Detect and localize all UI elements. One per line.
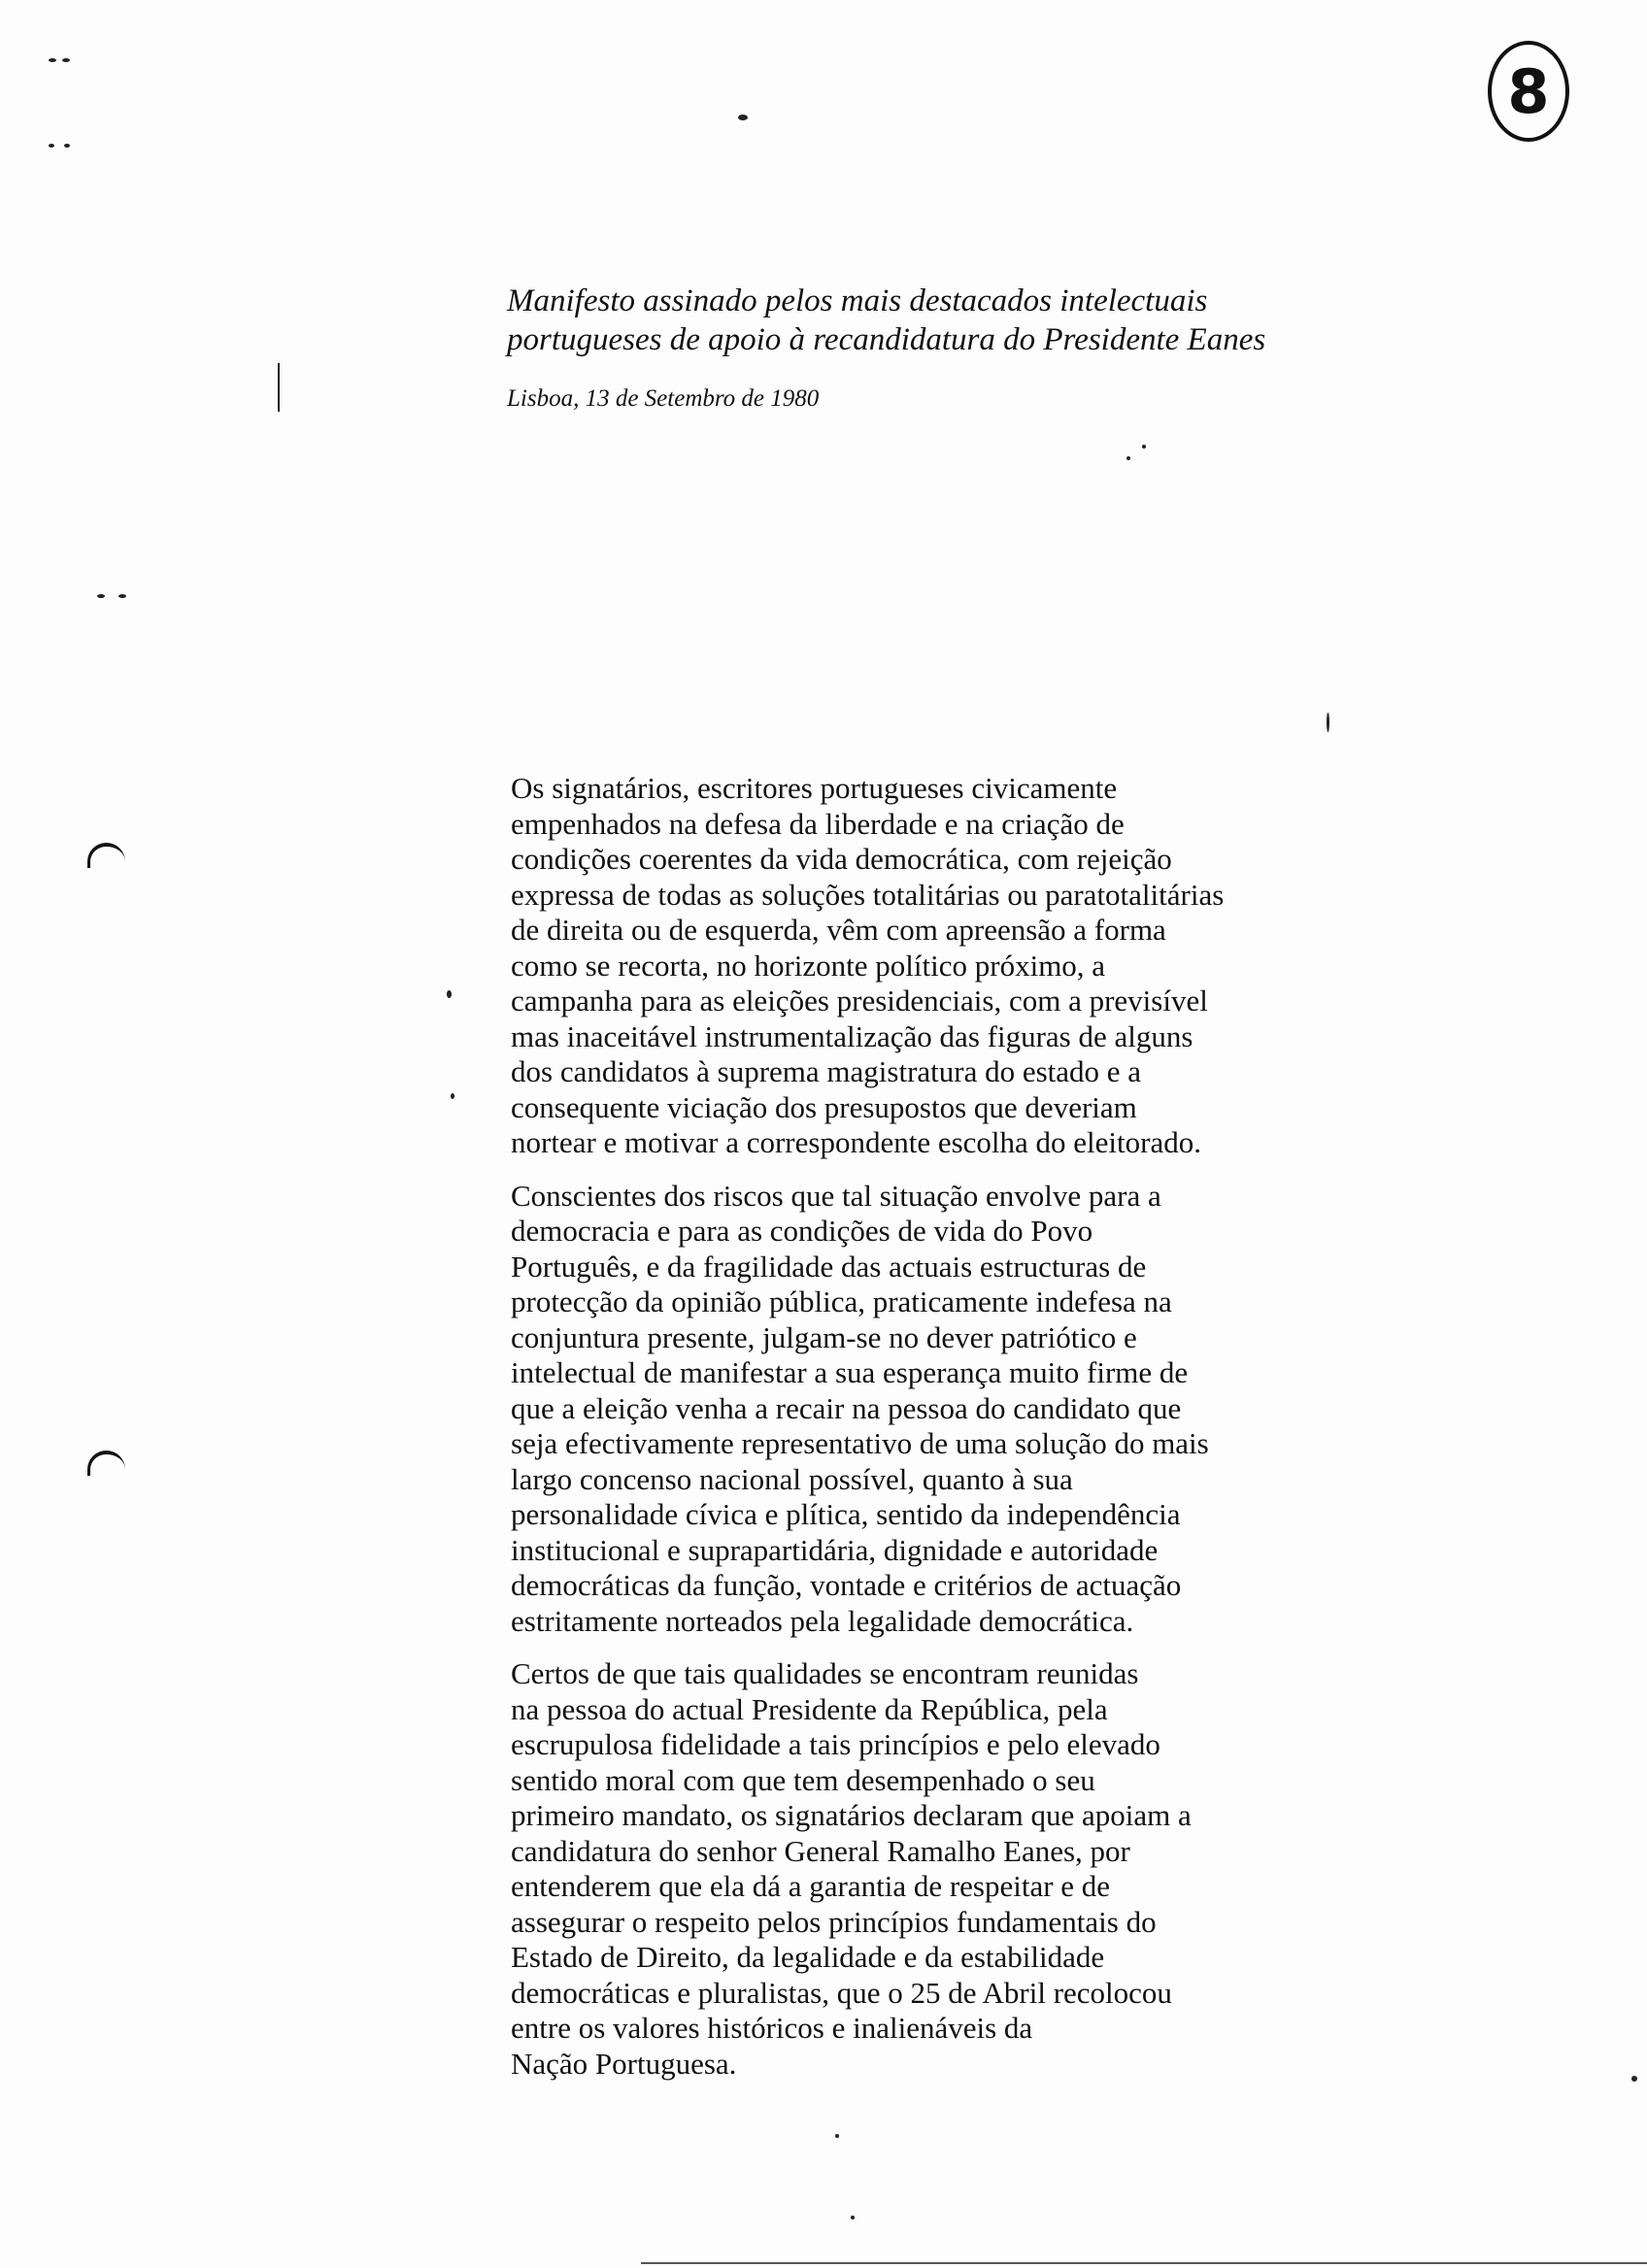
scan-speck <box>851 2216 855 2219</box>
paragraph-2: Conscientes dos riscos que tal situação envolve para a democracia e para as condições de vida do Povo Português, e da fragilidade das actuais estructuras de protecção da opinião pública, praticamente indefesa na conjuntura presente, julgam-se no dever patriótico e intelectual de manifestar a sua esperança muito firme de que a eleição venha a recair na pessoa do candidato que seja efectivamente representativo de uma solução do mais largo concenso nacional possível, quanto à sua personalidade cívica e plítica, sentido da independência institucional e suprapartidária, dignidade e autoridade democráticas da função, vontade e critérios de actuação estritamente norteados pela legalidade democrática. <box>511 1178 1209 1638</box>
document-header <box>507 282 1381 414</box>
circled-page-number <box>1488 41 1569 142</box>
scan-speck <box>1631 2076 1637 2082</box>
scan-arc-mark <box>87 1451 125 1476</box>
scan-speck <box>835 2134 839 2138</box>
scan-speck <box>49 58 56 62</box>
title-line-1: Manifesto assinado pelos mais destacados intelectuais <box>507 284 1208 318</box>
paragraph-3: Certos de que tais qualidades se encontram reunidas na pessoa do actual Presidente da República, pela escrupulosa fidelidade a tais princípios e pelo elevado sentido moral com que tem desempenhado o seu primeiro mandato, os signatários declaram que apoiam a candidatura do senhor General Ramalho Eanes, por entenderem que ela dá a garantia de respeitar e de assegurar o respeito pelos princípios fundamentais do Estado de Direito, da legalidade e da estabilidade democráticas e pluralistas, que o 25 de Abril recolocou entre os valores históricos e inalienáveis da Nação Portuguesa. <box>511 1656 1192 2081</box>
scan-speck <box>447 990 452 998</box>
scan-speck <box>118 594 126 598</box>
page-number-text: 8 <box>1507 55 1550 127</box>
scan-speck <box>451 1093 454 1099</box>
scan-speck <box>738 115 748 120</box>
title-line-2: portugueses de apoio à recandidatura do Presidente Eanes <box>507 322 1266 357</box>
document-title <box>507 282 1381 359</box>
scan-speck <box>1142 445 1146 449</box>
scan-speck <box>278 363 280 412</box>
scan-speck <box>1126 456 1130 460</box>
scan-speck <box>1327 713 1329 732</box>
scan-speck <box>64 144 70 148</box>
scan-arc-mark <box>87 843 125 868</box>
paragraph-1: Os signatários, escritores portugueses civicamente empenhados na defesa da liberdade e na criação de condições coerentes da vida democrática, com rejeição expressa de todas as soluções totalitárias ou paratotalitárias de direita ou de esquerda, vêm com apreensão a forma como se recorta, no horizonte político próximo, a campanha para as eleições presidenciais, com a previsível mas inaceitável instrumentalização das figuras de alguns dos candidatos à suprema magistratura do estado e a consequente viciação dos presupostos que deveriam nortear e motivar a correspondente escolha do eleitorado. <box>511 771 1225 1159</box>
document-body <box>511 771 1346 2099</box>
scan-speck <box>62 58 70 62</box>
scan-speck <box>49 144 54 148</box>
scan-speck <box>97 594 105 598</box>
scan-bottom-edge <box>641 2262 1647 2264</box>
dateline: Lisboa, 13 de Setembro de 1980 <box>507 385 820 412</box>
